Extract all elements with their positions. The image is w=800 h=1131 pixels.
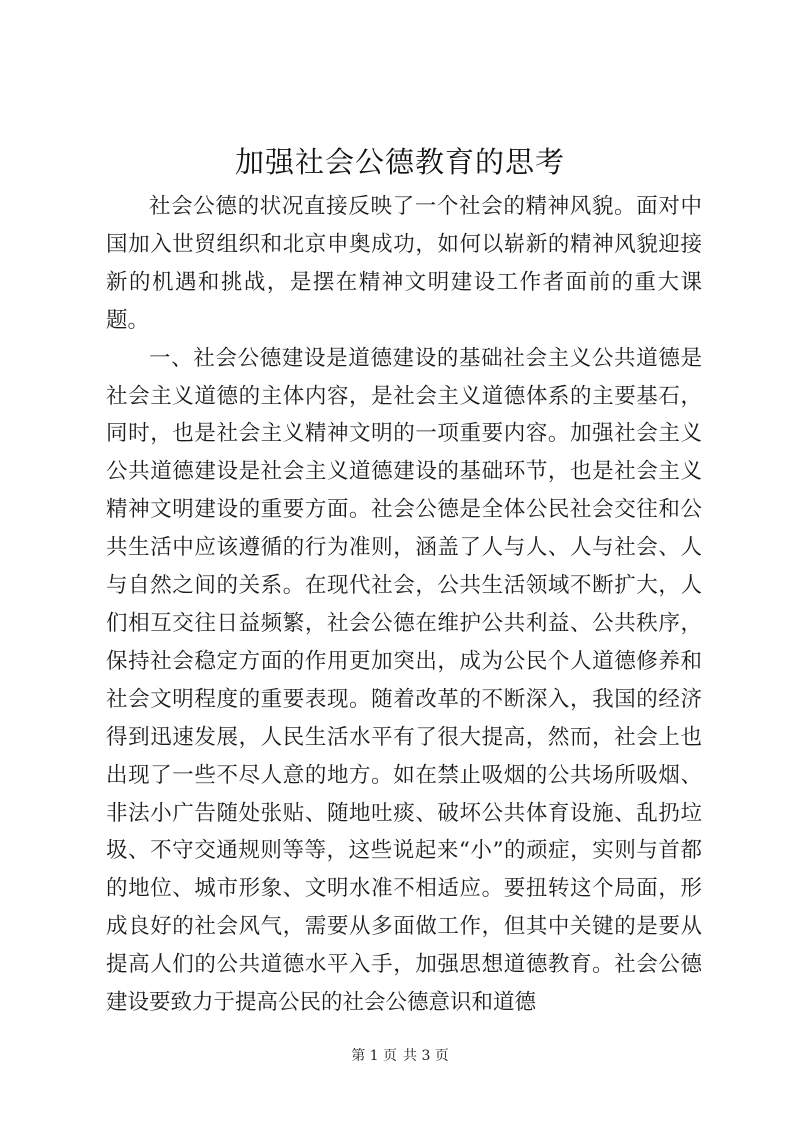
paragraph-section-one: 一、社会公德建设是道德建设的基础社会主义公共道德是社会主义道德的主体内容，是社会主义道德体系的主要基石，同时，也是社会主义精神文明的一项重要内容。加强社会主义公共道德建设是社会主义道德建设的基础环节，也是社会主义精神文明建设的重要方面。社会公德是全体公民社会交往和公共生活中应该遵循的行为准则，涵盖了人与人、人与社会、人与自然之间的关系。在现代社会，公共生活领域不断扩大，人们相互交往日益频繁，社会公德在维护公共利益、公共秩序，保持社会稳定方面的作用更加突出，成为公民个人道德修养和社会文明程度的重要表现。随着改革的不断深入，我国的经济得到迅速发展，人民生活水平有了很大提高，然而，社会上也出现了一些不尽人意的地方。如在禁止吸烟的公共场所吸烟、非法小广告随处张贴、随地吐痰、破坏公共体育设施、乱扔垃圾、不守交通规则等等，这些说起来“小”的顽症，实则与首都的地位、城市形象、文明水准不相适应。要扭转这个局面，形成良好的社会风气，需要从多面做工作，但其中关键的是要从提高人们的公共道德水平入手，加强思想道德教育。社会公德建设要致力于提高公民的社会公德意识和道德 xyxy=(106,345,702,1016)
page-total: 共 3 页 xyxy=(403,1048,449,1064)
page-number: 第 1 页 xyxy=(351,1048,397,1064)
paragraph-intro: 社会公德的状况直接反映了一个社会的精神风貌。面对中国加入世贸组织和北京申奥成功，如何以崭新的精神风貌迎接新的机遇和挑战，是摆在精神文明建设工作者面前的重大课题。 xyxy=(106,194,702,333)
document-title: 加强社会公德教育的思考 xyxy=(234,145,565,179)
page-footer xyxy=(0,1046,800,1066)
document-body xyxy=(106,188,702,1022)
